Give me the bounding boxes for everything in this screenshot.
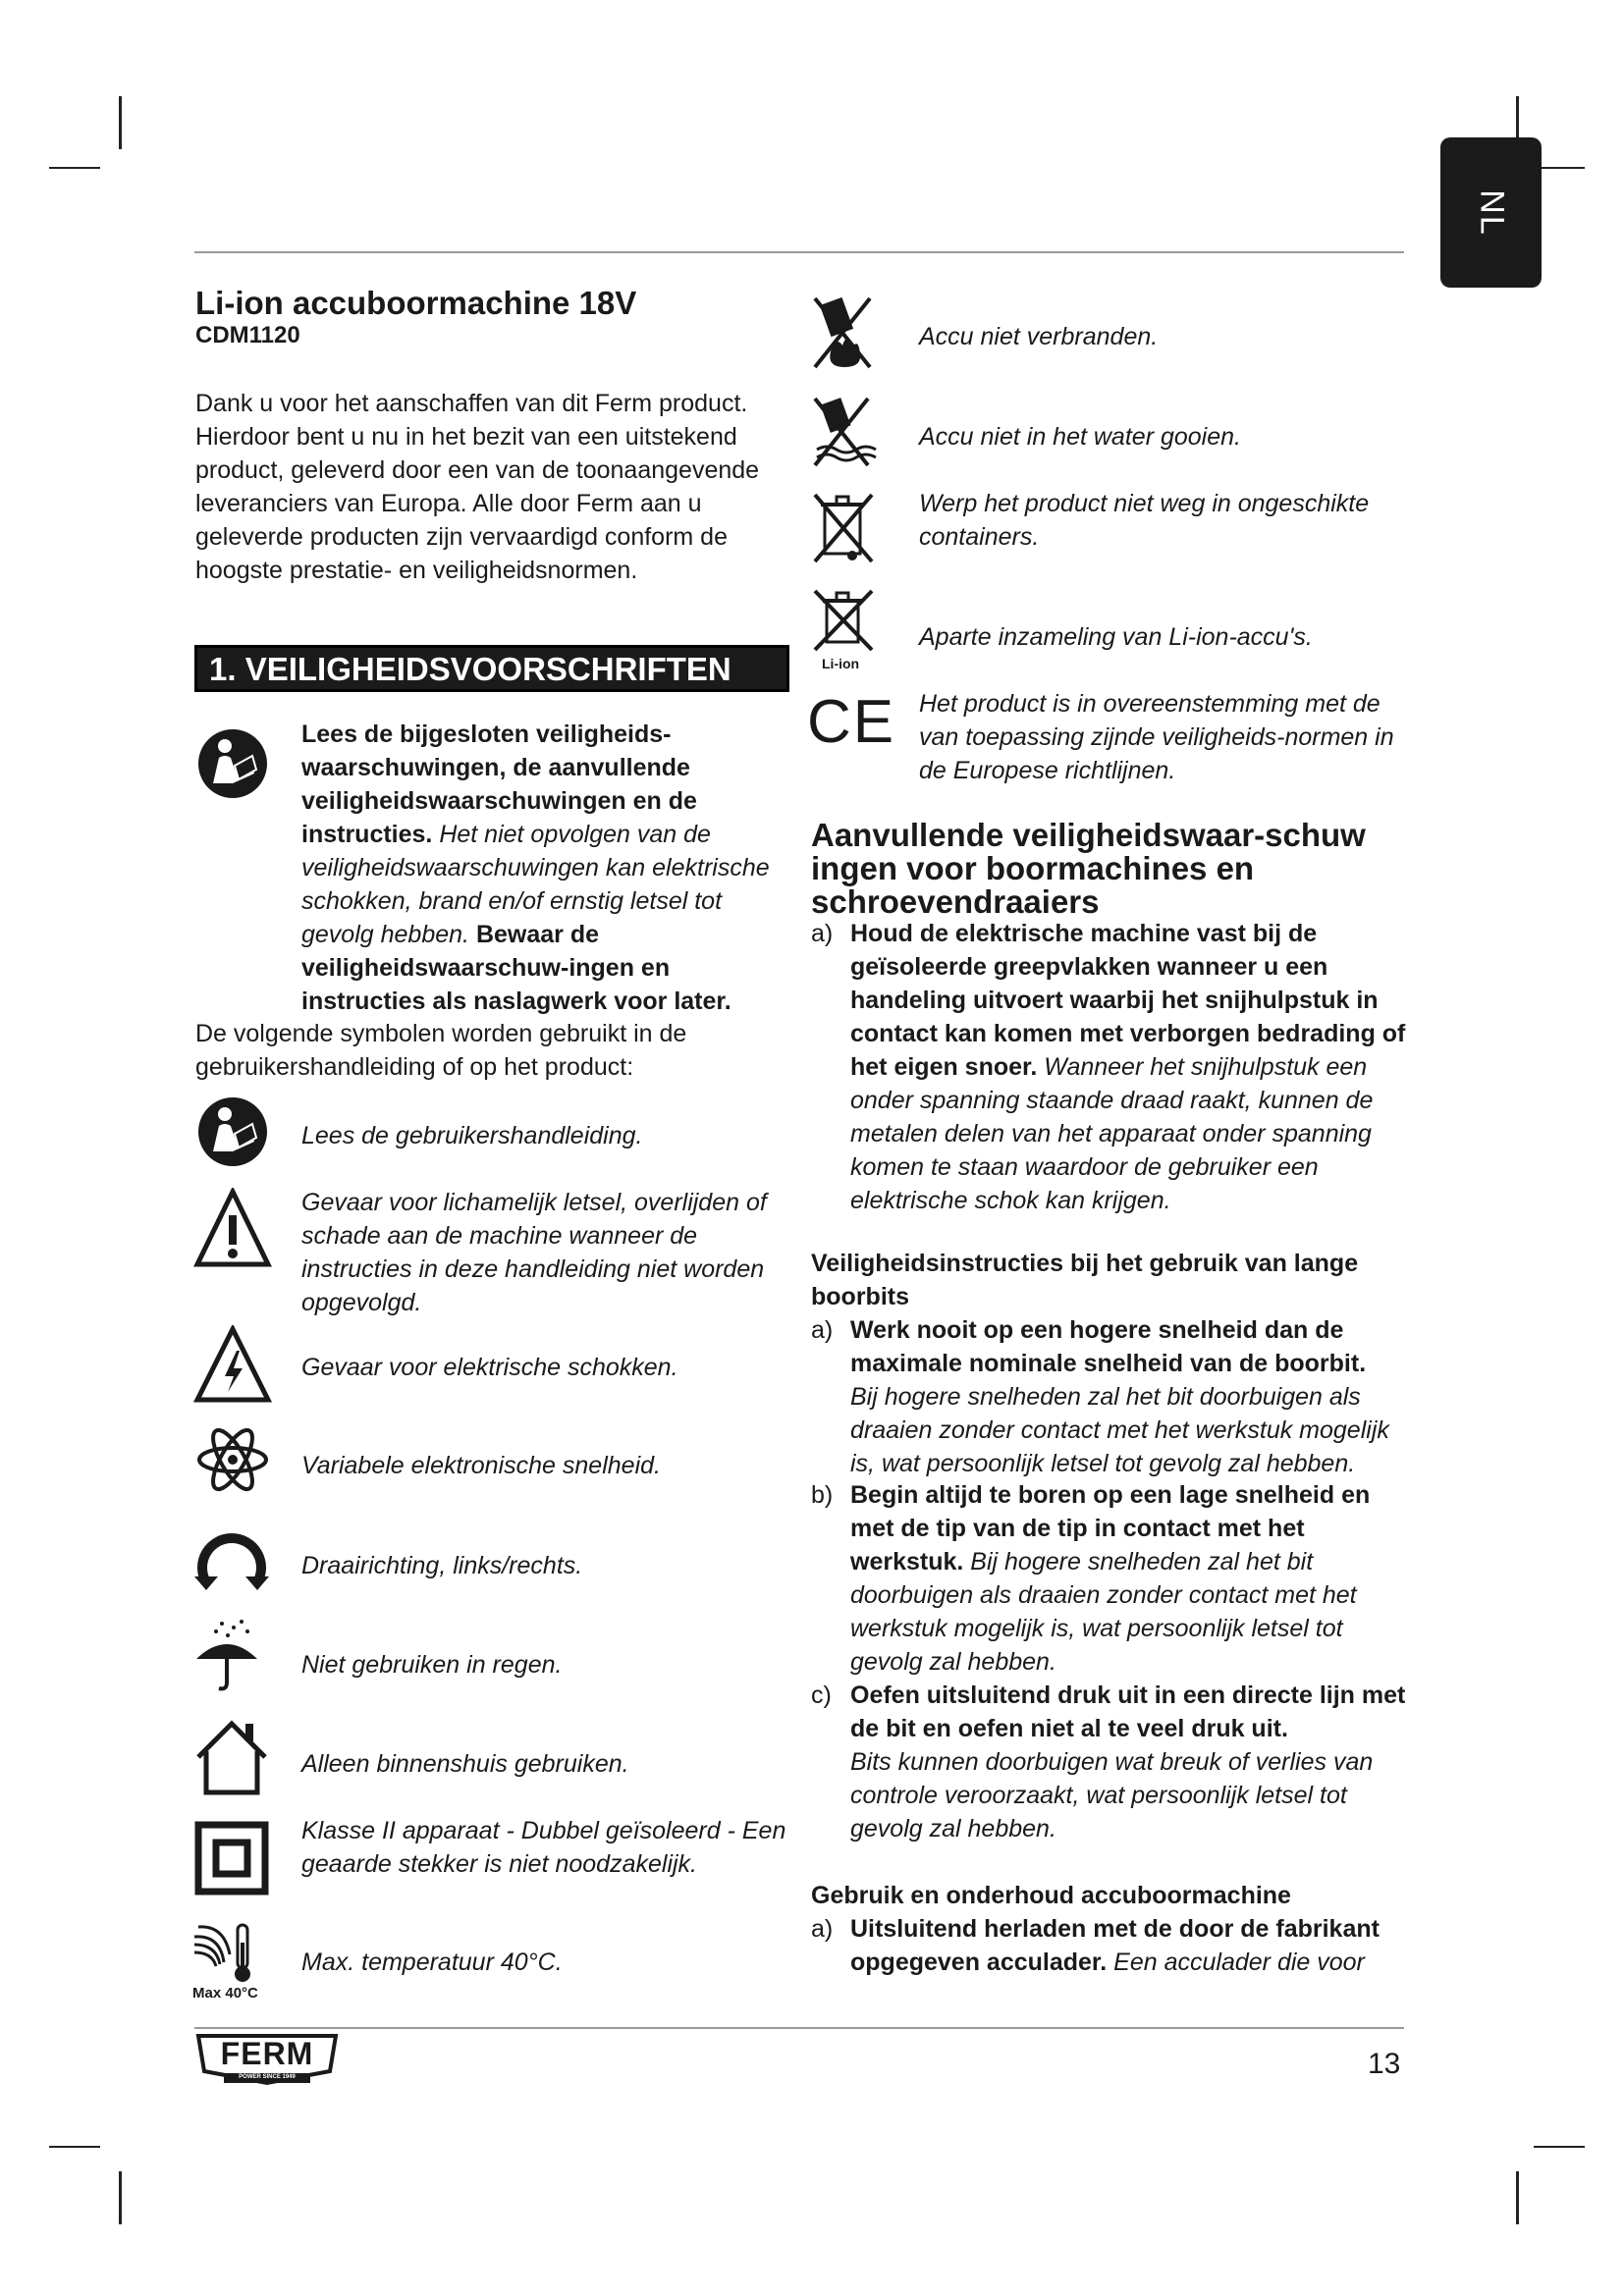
section-heading-safety: 1. VEILIGHEIDSVOORSCHRIFTEN [209,651,731,687]
list-item [811,1679,1410,1845]
safety-warning-bold-2: Bewaar de veiligheidswaarschuw-ingen en instructies als naslagwerk voor later. [301,921,731,1015]
symbol-text: Alleen binnenshuis gebruiken. [301,1750,629,1778]
list-marker: c) [811,1682,832,1709]
list-item-bold: Begin altijd te boren op een lage snelheid en met de tip van de tip in contact met het werkstuk. [850,1481,1371,1575]
crop-mark [49,2146,100,2148]
double-insulation-icon [194,1821,269,1896]
list-item-bold: Werk nooit op een hogere snelheid dan de maximale nominale snelheid van de boorbit. [850,1316,1367,1377]
umbrella-rain-icon [192,1618,261,1692]
symbol-text: Niet gebruiken in regen. [301,1651,563,1679]
list-marker: b) [811,1481,834,1509]
crop-mark [119,2171,122,2224]
symbol-text: Gevaar voor lichamelijk letsel, overlijden of schade aan de machine wanneer de instructies in deze handleiding niet worden opgevolgd. [301,1189,767,1316]
list-marker: a) [811,1915,834,1943]
no-water-battery-icon [811,393,882,467]
list-marker: a) [811,920,834,947]
list-item-italic: Een acculader die voor [1113,1949,1365,1976]
list-item-italic: Bij hogere snelheden zal het bit doorbuigen als draaien zonder contact met het werkstuk mogelijk is, wat persoonlijk letsel tot gevolg zal hebben. [850,1383,1389,1477]
warning-icon [193,1188,272,1270]
crop-mark [1516,2171,1519,2224]
crossed-bin-icon [811,491,878,565]
no-fire-battery-icon [811,293,874,371]
intro-paragraph: Dank u voor het aanschaffen van dit Ferm product. Hierdoor bent u nu in het bezit van een uitstekend product, geleverd door een van de toonaangevende leveranciers van Europa. Alle door Ferm aan u geleverde producten zijn vervaardigd conform de hoogste prestatie- en veiligheidsnormen. [195,390,760,584]
section-heading-bar [194,645,789,692]
symbols-intro: De volgende symbolen worden gebruikt in de gebruikershandleiding of op het product: [195,1020,687,1081]
crop-mark [119,96,122,149]
symbol-text: Gevaar voor elektrische schokken. [301,1354,678,1381]
house-icon [194,1718,269,1796]
rotation-icon [194,1523,269,1592]
heading-additional-safety: Aanvullende veiligheidswaar-schuw ingen voor boormachines en schroevendraaiers [811,817,1366,920]
product-title: Li-ion accuboormachine 18V [195,285,637,321]
logo-tagline: POWER SINCE 1949 [239,2074,296,2080]
logo-text: FERM [220,2036,314,2071]
page-number: 13 [1368,2048,1401,2080]
manual-icon [195,1095,270,1169]
electric-shock-icon [193,1325,272,1404]
list-item [811,1313,1410,1480]
list-item-italic: Bits kunnen doorbuigen wat breuk of verlies van controle veroorzaakt, wat persoonlijk letsel tot gevolg zal hebben. [850,1748,1374,1842]
list-item [811,1478,1410,1679]
list-item-bold: Oefen uitsluitend druk uit in een directe lijn met de bit en oefen niet al te veel druk uit. [850,1682,1406,1742]
symbol-text: Het product is in overeenstemming met de van toepassing zijnde veiligheids-normen in de Europese richtlijnen. [919,690,1394,784]
ce-mark-icon: CE [807,688,896,756]
list-item [811,1912,1420,1979]
atom-icon [196,1427,269,1492]
crop-mark [49,167,100,169]
safety-warning-bold: Lees de bijgesloten veiligheids-waarschuwingen, de aanvullende veiligheidswaarschuwingen en de instructies. [301,721,697,848]
list-item-bold: Houd de elektrische machine vast bij de geïsoleerde greepvlakken wanneer u een handeling uitvoert waarbij het snijhulpstuk in contact kan komen met verborgen bedrading of het eigen snoer. [850,920,1406,1081]
list-item-italic: Bij hogere snelheden zal het bit doorbuigen als draaien zonder contact met het werkstuk mogelijk is, wat persoonlijk letsel tot gevolg zal hebben. [850,1548,1357,1676]
list-item [811,917,1410,1217]
symbol-text: Draairichting, links/rechts. [301,1552,583,1579]
symbol-text: Accu niet in het water gooien. [919,423,1241,451]
symbol-text: Werp het product niet weg in ongeschikte containers. [919,490,1370,551]
symbol-text: Aparte inzameling van Li-ion-accu's. [919,623,1313,651]
language-tab [1440,137,1542,288]
list-item-italic: Wanneer het snijhulpstuk een onder spanning staande draad raakt, kunnen de metalen delen van het apparaat onder spanning komen te staan waardoor de gebruiker een elektrische schok kan krijgen. [850,1053,1374,1214]
symbol-text: Lees de gebruikershandleiding. [301,1122,643,1149]
liion-label: Li-ion [822,656,860,671]
list-marker: a) [811,1316,834,1344]
product-model: CDM1120 [195,322,300,348]
crossed-bin-liion-icon [811,589,878,654]
symbol-text: Klasse II apparaat - Dubbel geïsoleerd - Een geaarde stekker is niet noodzakelijk. [301,1817,786,1878]
list-item-bold: Uitsluitend herladen met de door de fabrikant opgegeven acculader. [850,1915,1380,1976]
footer-rule [194,2027,1404,2029]
ferm-logo [194,2032,340,2089]
symbol-text: Variabele elektronische snelheid. [301,1452,661,1479]
thermometer-label: Max 40°C [192,1985,258,2002]
header-rule [194,251,1404,253]
heading-maintenance: Gebruik en onderhoud accuboormachine [811,1882,1291,1909]
language-tab-label: NL [1473,188,1510,237]
symbol-text: Max. temperatuur 40°C. [301,1949,563,1976]
safety-warning-block [195,718,785,1018]
symbol-text: Accu niet verbranden. [919,323,1159,350]
heading-long-bits: Veiligheidsinstructies bij het gebruik van lange boorbits [811,1250,1359,1310]
safety-warning-italic: Het niet opvolgen van de veiligheidswaarschuwingen kan elektrische schokken, brand en/of ernstig letsel tot gevolg hebben. [301,821,770,948]
crop-mark [1534,2146,1585,2148]
